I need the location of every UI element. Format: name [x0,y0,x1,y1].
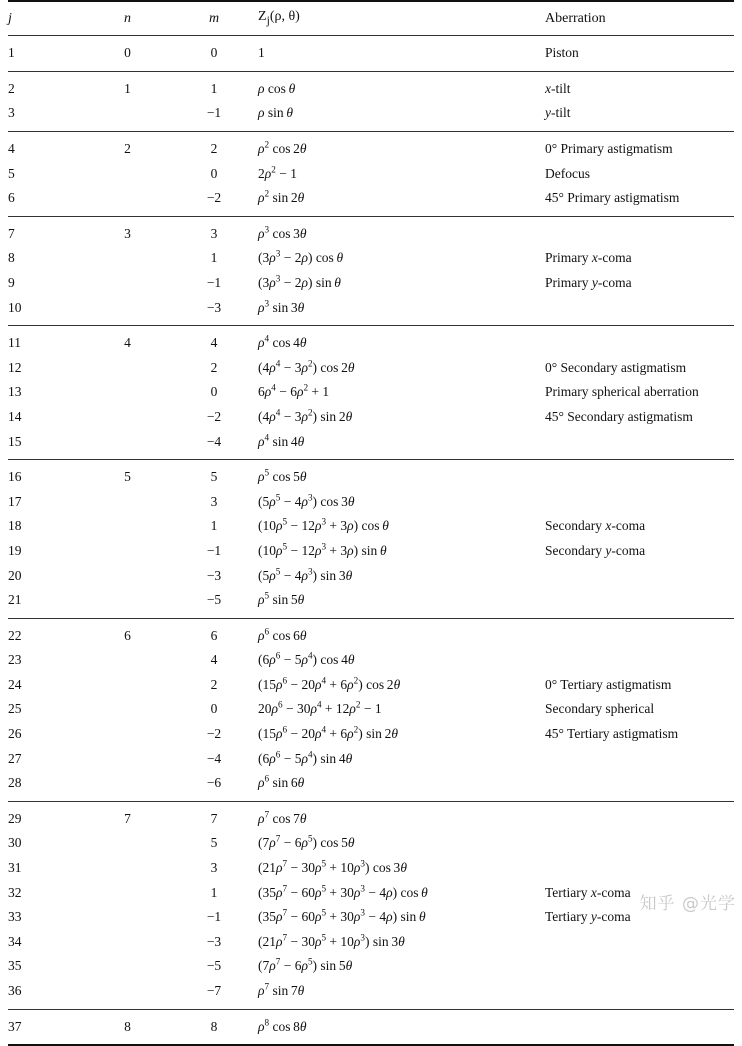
column-header-m: m [208,11,220,27]
table-row [8,514,734,539]
cell-aberration-name [545,588,734,618]
cell-azimuthal-frequency-m: 3 [210,225,218,241]
cell-polynomial-expression: $(4\rho^4 - 3\rho^2)$ sin 2θ [258,407,353,424]
cell-polynomial-expression: $(7\rho^7 - 6\rho^5)$ cos 5θ [258,833,355,851]
cell-aberration-name: Secondary spherical [545,701,655,717]
table-row [8,132,734,162]
cell-polynomial-expression: $(10\rho^5 - 12\rho^3 + 3\rho)$ sin θ [258,541,387,558]
table-row [8,380,734,405]
cell-aberration-name [545,618,734,648]
cell-aberration-name [545,1009,734,1045]
table-row [8,430,734,460]
cell-polynomial-expression: $(4\rho^4 - 3\rho^2)$ cos 2θ [258,358,355,375]
cell-index-j: 30 [8,835,22,851]
cell-azimuthal-frequency-m: 2 [210,359,218,375]
cell-radial-order-n [85,380,170,405]
cell-aberration-name [545,460,734,490]
cell-aberration-name [545,648,734,673]
cell-azimuthal-frequency-m: −5 [206,592,222,608]
cell-index-j: 9 [8,274,15,290]
cell-index-j: 12 [8,359,22,375]
cell-azimuthal-frequency-m: 5 [210,469,218,485]
cell-radial-order-n [85,697,170,722]
cell-aberration-name [545,430,734,460]
table-row [8,539,734,564]
cell-radial-order-n [85,747,170,772]
cell-aberration-name: Tertiary y-coma [545,909,631,925]
column-header-n: n [124,11,131,27]
cell-azimuthal-frequency-m: 4 [210,652,218,668]
table-row [8,881,734,906]
cell-aberration-name: 0° Secondary astigmatism [545,359,687,375]
cell-index-j: 23 [8,652,22,668]
cell-radial-order-n [85,490,170,515]
cell-azimuthal-frequency-m: 3 [210,493,218,509]
table-row [8,162,734,187]
cell-radial-order-n [85,564,170,589]
table-header [8,1,734,36]
cell-polynomial-expression: $6\rho^4 - 6\rho^2 + 1$ [258,382,330,400]
cell-polynomial-expression: $(3\rho^3 - 2\rho)$ cos θ [258,248,344,266]
cell-radial-order-n [85,514,170,539]
cell-index-j: 16 [8,469,22,485]
table-row [8,831,734,856]
cell-azimuthal-frequency-m: −1 [206,274,222,290]
table-row [8,771,734,801]
cell-radial-order-n [85,186,170,216]
cell-polynomial-expression: $(5\rho^5 - 4\rho^3)$ cos 3θ [258,492,355,509]
cell-polynomial-expression: $(35\rho^7 - 60\rho^5 + 30\rho^3 - 4\rho)$ sin θ [258,907,426,925]
table-row [8,271,734,296]
cell-polynomial-expression: $(15\rho^6 - 20\rho^4 + 6\rho^2)$ sin 2θ [258,724,398,742]
cell-aberration-name [545,930,734,955]
cell-index-j: 18 [8,518,22,534]
cell-polynomial-expression: $(3\rho^3 - 2\rho)$ sin θ [258,273,341,290]
table-row [8,930,734,955]
cell-index-j: 21 [8,592,22,608]
cell-radial-order-n: 8 [124,1018,131,1034]
table-row [8,697,734,722]
table-row [8,1009,734,1045]
cell-aberration-name [545,296,734,326]
cell-aberration-name: Defocus [545,165,590,181]
table-row [8,186,734,216]
cell-polynomial-expression: $\rho^3$ cos 3θ [258,224,307,241]
table-row [8,618,734,648]
cell-index-j: 37 [8,1018,22,1034]
cell-radial-order-n [85,356,170,381]
cell-radial-order-n [85,648,170,673]
cell-azimuthal-frequency-m: −7 [206,983,222,998]
cell-polynomial-expression: $\rho^2$ cos 2θ [258,139,307,156]
cell-aberration-name: y-tilt [545,105,571,121]
cell-aberration-name [545,979,734,1009]
cell-index-j: 4 [8,141,15,156]
cell-aberration-name [545,771,734,801]
cell-polynomial-expression: $\rho^5$ cos 5θ [258,467,307,485]
cell-azimuthal-frequency-m: 0 [210,701,218,717]
cell-radial-order-n: 3 [124,225,131,241]
header-row [8,1,734,36]
cell-index-j: 2 [8,80,15,96]
cell-azimuthal-frequency-m: 6 [210,627,218,643]
cell-index-j: 17 [8,493,22,509]
cell-azimuthal-frequency-m: 4 [210,335,218,351]
cell-azimuthal-frequency-m: 8 [210,1018,218,1034]
cell-polynomial-expression: $2\rho^2 - 1$ [258,164,297,181]
cell-aberration-name [545,747,734,772]
cell-polynomial-expression: $\rho^2$ sin 2θ [258,188,305,206]
cell-azimuthal-frequency-m: 0 [210,384,218,400]
cell-radial-order-n: 7 [124,810,131,826]
cell-index-j: 22 [8,627,22,643]
cell-polynomial-expression: $\rho^8$ cos 8θ [258,1017,307,1034]
cell-polynomial-expression: ρ cos θ [258,80,296,96]
cell-azimuthal-frequency-m: 3 [210,860,218,876]
cell-radial-order-n: 6 [124,627,131,643]
table-row [8,326,734,356]
cell-aberration-name [545,326,734,356]
cell-index-j: 13 [8,384,22,400]
table-row [8,216,734,246]
cell-aberration-name: Primary x-coma [545,250,632,266]
cell-azimuthal-frequency-m: −4 [206,433,222,449]
cell-azimuthal-frequency-m: −6 [206,775,222,791]
cell-index-j: 14 [8,408,22,424]
cell-aberration-name: Piston [545,45,579,61]
cell-radial-order-n [85,722,170,747]
cell-radial-order-n [85,271,170,296]
cell-aberration-name [545,856,734,881]
column-header-zernike-polynomial: $Z_j(\rho$, θ) [258,9,300,27]
cell-polynomial-expression: ρ sin θ [258,105,293,121]
cell-azimuthal-frequency-m: −3 [206,933,222,949]
cell-index-j: 19 [8,542,22,558]
cell-radial-order-n [85,405,170,430]
cell-polynomial-expression: $\rho^6$ sin 6θ [258,773,305,791]
cell-radial-order-n [85,954,170,979]
cell-index-j: 32 [8,884,22,900]
cell-azimuthal-frequency-m: 1 [210,80,218,96]
cell-index-j: 29 [8,810,22,826]
cell-polynomial-expression: $(7\rho^7 - 6\rho^5)$ sin 5θ [258,956,353,974]
cell-azimuthal-frequency-m: −1 [206,909,222,925]
table-row [8,296,734,326]
cell-radial-order-n [85,856,170,881]
cell-aberration-name: 45° Tertiary astigmatism [545,726,679,742]
table-row [8,405,734,430]
cell-aberration-name: Primary spherical aberration [545,384,699,400]
table-row [8,979,734,1009]
table-row [8,648,734,673]
cell-polynomial-expression: $\rho^6$ cos 6θ [258,626,307,643]
cell-index-j: 20 [8,567,22,583]
table-row [8,71,734,101]
cell-polynomial-expression: 1 [258,45,265,61]
cell-radial-order-n: 4 [124,335,131,351]
cell-index-j: 5 [8,165,15,181]
table-row [8,460,734,490]
cell-azimuthal-frequency-m: −3 [206,567,222,583]
table-row [8,747,734,772]
cell-azimuthal-frequency-m: 2 [210,141,218,156]
cell-azimuthal-frequency-m: −3 [206,299,222,315]
cell-azimuthal-frequency-m: 0 [210,45,218,61]
cell-index-j: 27 [8,750,22,766]
cell-radial-order-n [85,430,170,460]
cell-index-j: 36 [8,983,22,998]
table-row [8,101,734,131]
cell-polynomial-expression: $\rho^7$ sin 7θ [258,981,305,998]
cell-radial-order-n: 5 [124,469,131,485]
cell-index-j: 10 [8,299,22,315]
cell-polynomial-expression: $(6\rho^6 - 5\rho^4)$ sin 4θ [258,749,353,766]
cell-radial-order-n [85,539,170,564]
table-row [8,673,734,698]
cell-aberration-name [545,831,734,856]
cell-index-j: 3 [8,105,15,121]
cell-azimuthal-frequency-m: 2 [210,676,218,692]
table-row [8,36,734,72]
cell-radial-order-n: 2 [124,141,131,156]
cell-radial-order-n: 1 [124,80,131,96]
cell-polynomial-expression: $(15\rho^6 - 20\rho^4 + 6\rho^2)$ cos 2θ [258,675,401,692]
cell-polynomial-expression: $\rho^4$ sin 4θ [258,432,305,449]
cell-index-j: 35 [8,958,22,974]
cell-aberration-name: 45° Primary astigmatism [545,190,680,206]
table-row [8,564,734,589]
cell-aberration-name: Tertiary x-coma [545,884,631,900]
cell-aberration-name [545,216,734,246]
zernike-polynomial-table [8,0,734,1046]
cell-azimuthal-frequency-m: −1 [206,105,222,121]
cell-radial-order-n: 0 [124,45,131,61]
cell-aberration-name: 0° Primary astigmatism [545,141,673,156]
cell-aberration-name [545,801,734,831]
cell-radial-order-n [85,930,170,955]
cell-aberration-name: 0° Tertiary astigmatism [545,676,672,692]
table-row [8,490,734,515]
cell-radial-order-n [85,588,170,618]
cell-index-j: 15 [8,433,22,449]
table-row [8,905,734,930]
cell-radial-order-n [85,881,170,906]
cell-index-j: 8 [8,250,15,266]
cell-radial-order-n [85,246,170,271]
table-row [8,954,734,979]
cell-azimuthal-frequency-m: −1 [206,542,222,558]
table-row [8,588,734,618]
table-body [8,36,734,1045]
table-row [8,246,734,271]
table-row [8,801,734,831]
cell-azimuthal-frequency-m: −2 [206,408,222,424]
cell-aberration-name [545,490,734,515]
cell-aberration-name: Secondary y-coma [545,542,646,558]
cell-aberration-name [545,954,734,979]
cell-index-j: 25 [8,701,22,717]
cell-index-j: 33 [8,909,22,925]
cell-index-j: 11 [8,335,21,351]
cell-index-j: 26 [8,726,22,742]
cell-index-j: 6 [8,190,15,206]
cell-polynomial-expression: $(21\rho^7 - 30\rho^5 + 10\rho^3)$ cos 3θ [258,858,407,876]
cell-aberration-name: Secondary x-coma [545,518,646,534]
table-row [8,856,734,881]
cell-aberration-name: Primary y-coma [545,274,632,290]
cell-index-j: 28 [8,775,22,791]
cell-index-j: 31 [8,860,22,876]
cell-azimuthal-frequency-m: 5 [210,835,218,851]
cell-polynomial-expression: $\rho^7$ cos 7θ [258,809,307,826]
cell-radial-order-n [85,673,170,698]
cell-azimuthal-frequency-m: 1 [210,250,218,266]
cell-radial-order-n [85,296,170,326]
column-header-aberration: Aberration [545,11,606,27]
cell-polynomial-expression: $\rho^5$ sin 5θ [258,590,305,608]
cell-radial-order-n [85,979,170,1009]
cell-azimuthal-frequency-m: −2 [206,726,222,742]
cell-polynomial-expression: $(21\rho^7 - 30\rho^5 + 10\rho^3)$ sin 3θ [258,932,405,949]
cell-index-j: 1 [8,45,15,61]
cell-index-j: 34 [8,933,22,949]
cell-polynomial-expression: $\rho^3$ sin 3θ [258,298,305,315]
cell-index-j: 7 [8,225,15,241]
cell-polynomial-expression: $\rho^4$ cos 4θ [258,333,307,351]
cell-azimuthal-frequency-m: −4 [206,750,222,766]
cell-polynomial-expression: $(10\rho^5 - 12\rho^3 + 3\rho)$ cos θ [258,516,389,534]
cell-azimuthal-frequency-m: 1 [210,518,218,534]
cell-radial-order-n [85,905,170,930]
cell-radial-order-n [85,162,170,187]
cell-aberration-name: x-tilt [545,80,571,96]
cell-polynomial-expression: $20\rho^6 - 30\rho^4 + 12\rho^2 - 1$ [258,699,382,717]
cell-radial-order-n [85,831,170,856]
cell-radial-order-n [85,101,170,131]
watermark: 知乎 @光学 [639,894,736,914]
cell-radial-order-n [85,771,170,801]
cell-azimuthal-frequency-m: −2 [206,190,222,206]
table-row [8,722,734,747]
cell-index-j: 24 [8,676,22,692]
cell-azimuthal-frequency-m: −5 [206,958,222,974]
cell-aberration-name: 45° Secondary astigmatism [545,408,693,424]
column-header-j: j [8,11,12,27]
table-row [8,356,734,381]
cell-azimuthal-frequency-m: 7 [210,810,218,826]
cell-azimuthal-frequency-m: 0 [210,165,218,181]
cell-polynomial-expression: $(6\rho^6 - 5\rho^4)$ cos 4θ [258,650,355,668]
cell-polynomial-expression: $(5\rho^5 - 4\rho^3)$ sin 3θ [258,566,353,583]
cell-azimuthal-frequency-m: 1 [210,884,218,900]
cell-polynomial-expression: $(35\rho^7 - 60\rho^5 + 30\rho^3 - 4\rho)$ cos θ [258,883,428,900]
cell-aberration-name [545,564,734,589]
